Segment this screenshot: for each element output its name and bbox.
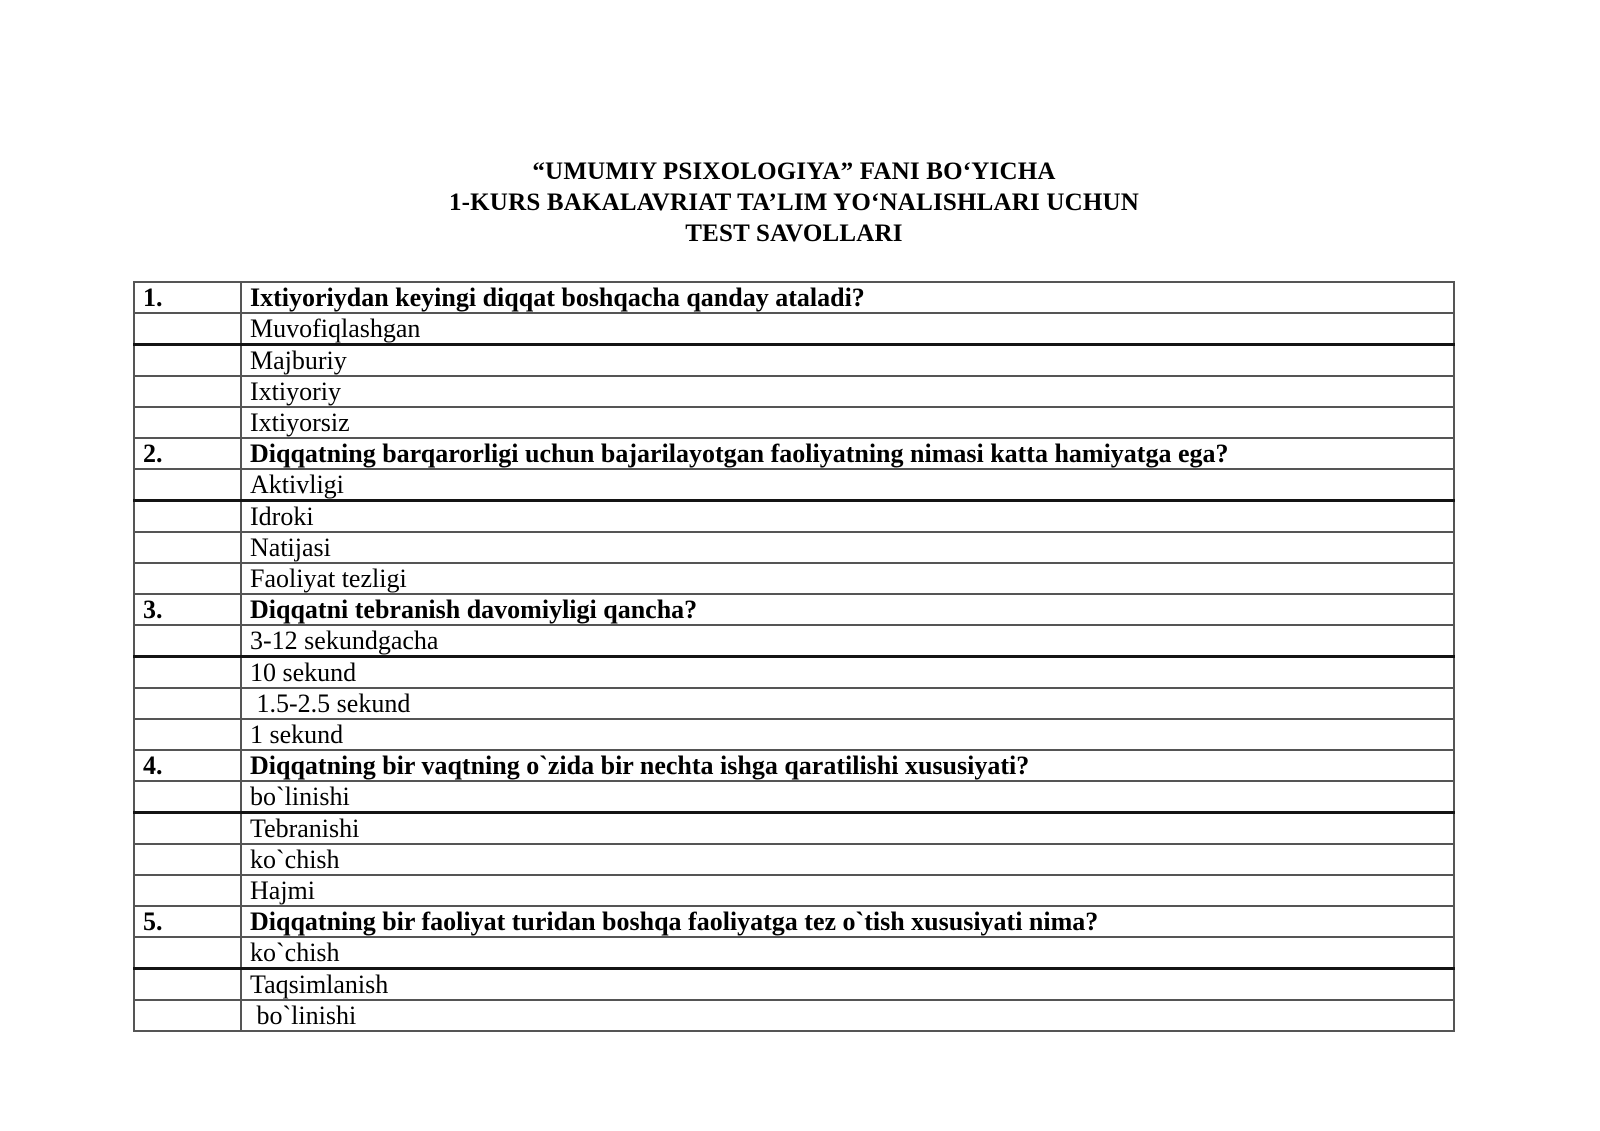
option-number-cell (134, 688, 241, 719)
option-row (134, 407, 1454, 438)
option-text: bo`linishi (241, 1000, 1454, 1031)
question-row (134, 282, 1454, 313)
question-row (134, 906, 1454, 937)
question-row (134, 438, 1454, 469)
question-text: Diqqatning bir vaqtning o`zida bir nechta ishga qaratilishi xususiyati? (241, 750, 1454, 781)
option-text: Muvofiqlashgan (241, 313, 1454, 345)
option-text: Faoliyat tezligi (241, 563, 1454, 594)
question-row (134, 750, 1454, 781)
option-text: Tebranishi (241, 813, 1454, 845)
option-text: bo`linishi (241, 781, 1454, 813)
option-text: 10 sekund (241, 657, 1454, 689)
option-text: 1.5-2.5 sekund (241, 688, 1454, 719)
document-title (133, 156, 1455, 249)
option-row (134, 875, 1454, 906)
option-number-cell (134, 844, 241, 875)
option-text: ko`chish (241, 844, 1454, 875)
question-number: 1. (134, 282, 241, 313)
test-questions-table (133, 281, 1455, 1032)
document-title-line-2: 1-KURS BAKALAVRIAT TA’LIM YO‘NALISHLARI UCHUN (448, 189, 1140, 216)
option-number-cell (134, 875, 241, 906)
test-questions-table-body (134, 282, 1454, 1031)
option-number-cell (134, 563, 241, 594)
option-number-cell (134, 469, 241, 501)
option-number-cell (134, 813, 241, 845)
option-row (134, 313, 1454, 345)
option-number-cell (134, 719, 241, 750)
question-text: Diqqatni tebranish davomiyligi qancha? (241, 594, 1454, 625)
option-row (134, 1000, 1454, 1031)
option-text: Ixtiyoriy (241, 376, 1454, 407)
option-number-cell (134, 969, 241, 1001)
option-number-cell (134, 532, 241, 563)
option-number-cell (134, 937, 241, 969)
option-number-cell (134, 781, 241, 813)
option-text: 1 sekund (241, 719, 1454, 750)
option-number-cell (134, 657, 241, 689)
option-row (134, 532, 1454, 563)
option-row (134, 625, 1454, 657)
option-row (134, 563, 1454, 594)
option-number-cell (134, 313, 241, 345)
option-text: ko`chish (241, 937, 1454, 969)
question-text: Diqqatning bir faoliyat turidan boshqa faoliyatga tez o`tish xususiyati nima? (241, 906, 1454, 937)
option-row (134, 657, 1454, 689)
option-row (134, 345, 1454, 377)
option-row (134, 501, 1454, 533)
option-number-cell (134, 501, 241, 533)
document-title-line-3: TEST SAVOLLARI (685, 220, 903, 247)
option-row (134, 376, 1454, 407)
question-text: Ixtiyoriydan keyingi diqqat boshqacha qanday ataladi? (241, 282, 1454, 313)
option-text: 3-12 sekundgacha (241, 625, 1454, 657)
option-number-cell (134, 625, 241, 657)
option-text: Idroki (241, 501, 1454, 533)
option-text: Taqsimlanish (241, 969, 1454, 1001)
document-title-line-1: “UMUMIY PSIXOLOGIYA” FANI BO‘YICHA (532, 158, 1056, 185)
option-number-cell (134, 407, 241, 438)
question-number: 3. (134, 594, 241, 625)
option-row (134, 781, 1454, 813)
option-row (134, 469, 1454, 501)
question-number: 2. (134, 438, 241, 469)
option-number-cell (134, 1000, 241, 1031)
option-number-cell (134, 345, 241, 377)
option-text: Ixtiyorsiz (241, 407, 1454, 438)
option-text: Aktivligi (241, 469, 1454, 501)
option-text: Natijasi (241, 532, 1454, 563)
question-row (134, 594, 1454, 625)
option-row (134, 969, 1454, 1001)
option-row (134, 844, 1454, 875)
option-text: Majburiy (241, 345, 1454, 377)
option-row (134, 719, 1454, 750)
option-row (134, 688, 1454, 719)
option-row (134, 937, 1454, 969)
question-number: 4. (134, 750, 241, 781)
question-text: Diqqatning barqarorligi uchun bajarilayotgan faoliyatning nimasi katta hamiyatga ega? (241, 438, 1454, 469)
question-number: 5. (134, 906, 241, 937)
option-number-cell (134, 376, 241, 407)
option-row (134, 813, 1454, 845)
option-text: Hajmi (241, 875, 1454, 906)
